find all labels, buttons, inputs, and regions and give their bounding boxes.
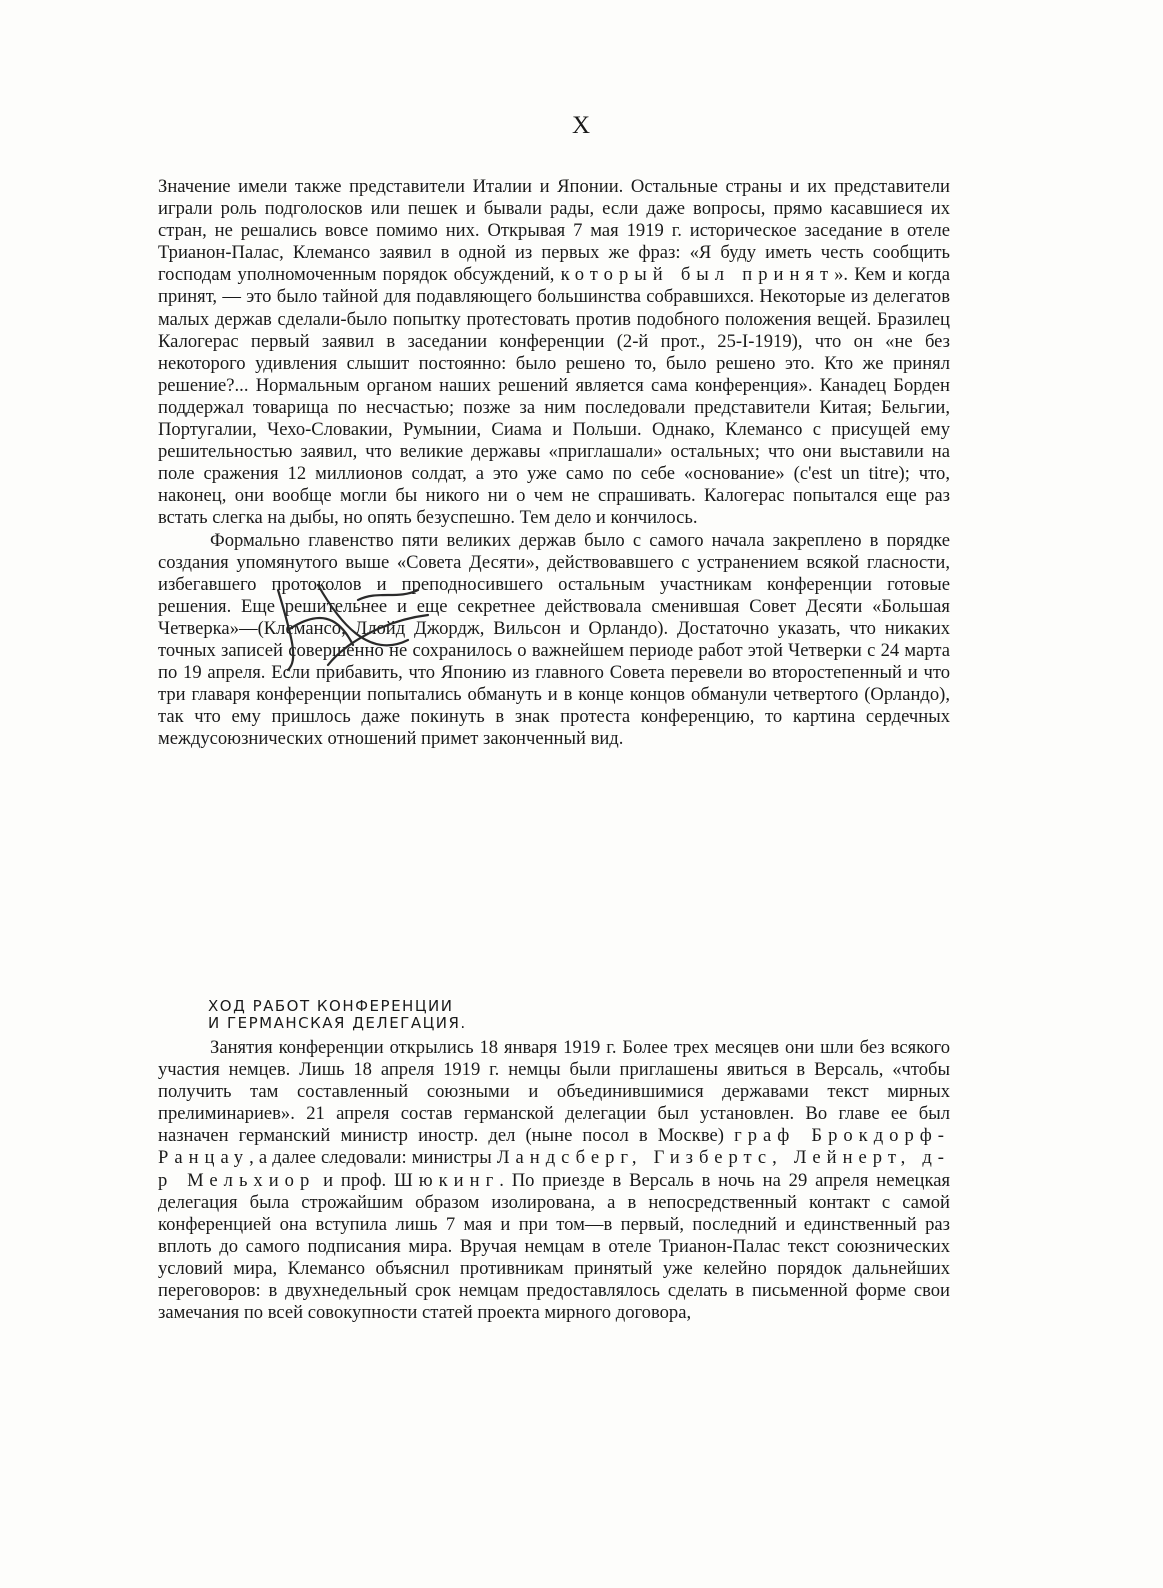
paragraph-3-spaced-name-3: Шюкинг	[394, 1169, 500, 1191]
paragraph-3-text-c: и проф.	[315, 1169, 394, 1191]
paragraph-3-text-a: Занятия конференции открылись 18 января 1919 г. Более трех месяцев они шли без всякого участия немцев. Лишь 18 апреля 1919 г. немцы были приглашены явиться в Версаль, «чтобы получить там составленный союзными и объединившимися державами текст мирных прелиминариев». 21 апреля состав германской делегации был установлен. Во главе ее был назначен германский министр иностр. дел (ныне посол в Москве)	[158, 1037, 950, 1147]
paragraph-3-text-b: , а далее следовали: министры	[249, 1147, 497, 1169]
section-heading	[208, 998, 467, 1032]
paragraph-1	[158, 176, 950, 530]
paragraph-1-text-b: ». Кем и когда принят, — это было тайной для подавляющего большинства собравшихся. Некоторые из делегатов малых держав сделали-было попытку протестовать против подобного положения вещей. Бразилец Калогерас первый заявил в заседании конференции (2-й прот., 25-I-1919), что он «не без некоторого удивления слышит постоянно: было решено то, было решено это. Кто же принял решение?... Нормальным органом наших решений является сама конференция». Канадец Борден поддержал товарища по несчастью; позже за ним последовали представители Китая; Бельгии, Португалии, Чехо-Словакии, Румынии, Сиама и Польши. Однако, Клемансо с присущей ему решительностью заявил, что великие державы «приглашали» остальных; что они выставили на поле сражения 12 миллионов солдат, а это уже само по себе «основание» (c'est un titre); что, наконец, они вообще могли бы никого ни о чем не спрашивать. Калогерас попытался еще раз встать слегка на дыбы, но опять безуспешно. Тем дело и кончилось.	[158, 264, 950, 529]
paragraph-3-text-d: . По приезде в Версаль в ночь на 29 апреля немецкая делегация была строжайшим образом изолирована, а в непосредственный контакт с самой конференцией она вступила лишь 7 мая и при том—в первый, последний и единственный раз вплоть до самого подписания мира. Вручая немцам в отеле Трианон-Палас текст союзнических условий мира, Клемансо объяснил противникам принятый уже келейно порядок дальнейших переговоров: в двухнедельный срок немцам предоставлялось сделать в письменной форме свои замечания по всей совокупности статей проекта мирного договора,	[158, 1169, 951, 1324]
paragraph-2: Формально главенство пяти великих держав было с самого начала закреплено в порядке создания упомянутого выше «Совета Десяти», действовавшего с устранением всякой гласности, избегавшего протоколов и преподносившего остальным участникам конференции готовые решения. Еще решительнее и еще секретнее действовала сменившая Совет Десяти «Большая Четверка»—(Клемансо, Ллойд Джордж, Вильсон и Орландо). Достаточно указать, что никаких точных записей совершенно не сохранилось о важнейшем периоде работ этой Четверки с 24 марта по 19 апреля. Если прибавить, что Японию из главного Совета перевели во второстепенный и что три главаря конференции попытались обмануть и в конце концов обманули четвертого (Орландо), так что ему пришлось даже покинуть в знак протеста конференцию, то картина сердечных междусоюзнических отношений примет законченный вид.	[158, 529, 950, 750]
paragraph-3	[158, 1037, 950, 1324]
paragraph-3-spaced-name-1: граф Брокдорф-Ранцау	[158, 1125, 950, 1169]
paragraph-3-spaced-names-2: Ландсберг, Гизбертс, Лейнерт, д-р Мельхиор	[158, 1147, 950, 1191]
paragraph-1-spaced-phrase: который был принят	[560, 264, 835, 286]
text-block-bottom	[158, 1037, 950, 1324]
section-heading-line-2: И ГЕРМАНСКАЯ ДЕЛЕГАЦИЯ.	[208, 1014, 467, 1032]
page-number: X	[571, 112, 592, 139]
text-block-top	[158, 176, 950, 750]
paragraph-1-text-a: Значение имели также представители Италии и Японии. Остальные страны и их представители играли роль подголосков или пешек и бывали рады, если даже вопросы, прямо касавшиеся их стран, не решались вовсе помимо них. Открывая 7 мая 1919 г. историческое заседание в отеле Трианон-Палас, Клемансо заявил в одной из первых же фраз: «Я буду иметь честь сообщить господам уполномоченным порядок обсуждений,	[158, 176, 950, 286]
section-heading-line-1: ХОД РАБОТ КОНФЕРЕНЦИИ	[208, 997, 454, 1015]
